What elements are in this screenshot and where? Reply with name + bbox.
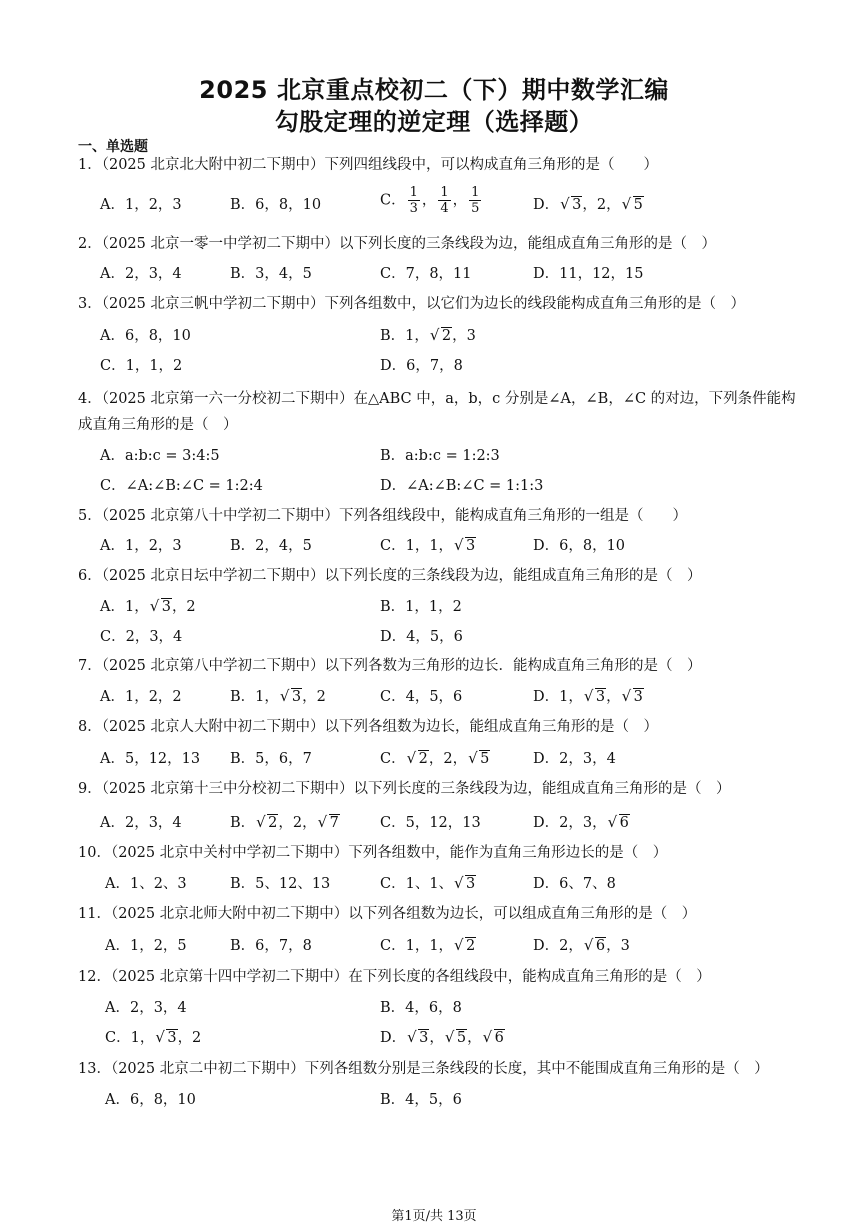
fraction: $\frac{1}{4}$ <box>440 185 449 216</box>
q2-option-d: D．11，12，15 <box>533 266 644 282</box>
q1-option-a: A．1，2，3 <box>100 197 182 213</box>
q8-option-b: B．5，6，7 <box>230 751 312 767</box>
q2-option-a: A．2，3，4 <box>100 266 182 282</box>
q4-option-d: D．∠A:∠B:∠C = 1:1:3 <box>380 478 544 494</box>
q7-option-c: C．4，5，6 <box>380 689 463 705</box>
q11-option-a: A．1，2，5 <box>105 938 187 954</box>
question-8-stem: 8．（2025 北京人大附中初二下期中）以下列各组数为边长，能组成直角三角形的是（ ） <box>78 719 658 735</box>
q10-option-a: A．1、2、3 <box>105 876 187 892</box>
q5-option-d: D．6，8，10 <box>533 538 626 554</box>
q13-option-b: B．4，5，6 <box>380 1092 462 1108</box>
q6-option-d: D．4，5，6 <box>380 629 463 645</box>
question-1-stem: 1．（2025 北京北大附中初二下期中）下列四组线段中，可以构成直角三角形的是（ ） <box>78 157 658 173</box>
q12-option-d: D． √ 3， √ 5， √ 6 <box>380 1028 505 1048</box>
page-title: 2025 北京重点校初二（下）期中数学汇编 <box>199 76 669 104</box>
question-11-stem: 11．（2025 北京北师大附中初二下期中）以下列各组数为边长，可以组成直角三角形的是（ ） <box>78 906 697 922</box>
q9-option-b: B． √ 2，2， √ 7 <box>230 813 340 833</box>
q1-option-b: B．6，8，10 <box>230 197 322 213</box>
q13-option-a: A．6，8，10 <box>105 1092 196 1108</box>
q3-option-c: C．1，1，2 <box>100 358 183 374</box>
q9-option-d: D．2，3， √ 6 <box>533 813 630 833</box>
question-4-stem: 4．（2025 北京第一六一分校初二下期中）在△ABC 中，a，b，c 分别是∠A，∠B，∠C 的对边，下列条件能构成直角三角形的是（ ） <box>78 391 796 433</box>
q12-option-b: B．4，6，8 <box>380 1000 462 1016</box>
question-5-stem: 5．（2025 北京第八十中学初二下期中）下列各组线段中，能构成直角三角形的一组是（ ） <box>78 508 687 524</box>
q4-option-b: B．a:b:c = 1:2:3 <box>380 448 500 464</box>
q3-option-a: A．6，8，10 <box>100 328 191 344</box>
q12-option-c: C．1， √ 3，2 <box>105 1028 201 1048</box>
q9-option-a: A．2，3，4 <box>100 815 182 831</box>
q2-option-c: C．7，8，11 <box>380 266 472 282</box>
q2-option-b: B．3，4，5 <box>230 266 312 282</box>
question-10-stem: 10．（2025 北京中关村中学初二下期中）下列各组数中，能作为直角三角形边长的是（ ） <box>78 845 668 861</box>
q6-option-c: C．2，3，4 <box>100 629 183 645</box>
q11-option-c: C．1，1， √ 2 <box>380 936 476 956</box>
q8-option-d: D．2，3，4 <box>533 751 616 767</box>
question-9-stem: 9．（2025 北京第十三中分校初二下期中）以下列长度的三条线段为边，能组成直角三角形的是（ ） <box>78 781 731 797</box>
q12-option-a: A．2，3，4 <box>105 1000 187 1016</box>
q9-option-c: C．5，12，13 <box>380 815 481 831</box>
q8-option-a: A．5，12，13 <box>100 751 201 767</box>
q7-option-b: B．1， √ 3，2 <box>230 687 326 707</box>
q4-option-a: A．a:b:c = 3:4:5 <box>100 448 220 464</box>
q6-option-b: B．1，1，2 <box>380 599 462 615</box>
q3-option-d: D．6，7，8 <box>380 358 463 374</box>
question-3-stem: 3．（2025 北京三帆中学初二下期中）下列各组数中，以它们为边长的线段能构成直角三角形的是（ ） <box>78 296 745 312</box>
q4-option-c: C．∠A:∠B:∠C = 1:2:4 <box>100 478 263 494</box>
q11-option-b: B．6，7，8 <box>230 938 312 954</box>
q10-option-b: B．5、12、13 <box>230 876 331 892</box>
q5-option-b: B．2，4，5 <box>230 538 312 554</box>
q7-option-a: A．1，2，2 <box>100 689 182 705</box>
q8-option-c: C． √ 2，2， √ 5 <box>380 749 490 769</box>
question-2-stem: 2．（2025 北京一零一中学初二下期中）以下列长度的三条线段为边，能组成直角三角形的是（ ） <box>78 236 716 252</box>
page-footer: 第1页/共 13页 <box>391 1209 477 1224</box>
q10-option-d: D．6、7、8 <box>533 876 616 892</box>
question-12-stem: 12．（2025 北京第十四中学初二下期中）在下列长度的各组线段中，能构成直角三角形的是（ ） <box>78 969 711 985</box>
section-heading: 一、单选题 <box>78 139 148 155</box>
q7-option-d: D．1， √ 3， √ 3 <box>533 687 644 707</box>
q1-option-d: D． √ 3，2， √ 5 <box>533 195 644 215</box>
question-13-stem: 13．（2025 北京二中初二下期中）下列各组数分别是三条线段的长度，其中不能围成直角三角形的是（ ） <box>78 1061 769 1077</box>
q11-option-d: D．2， √ 6，3 <box>533 936 630 956</box>
fraction: $\frac{1}{3}$ <box>409 185 418 216</box>
fraction: $\frac{1}{5}$ <box>471 185 480 216</box>
question-7-stem: 7．（2025 北京第八中学初二下期中）以下列各数为三角形的边长．能构成直角三角形的是（ ） <box>78 658 702 674</box>
q10-option-c: C．1、1、 √ 3 <box>380 874 476 894</box>
q5-option-a: A．1，2，3 <box>100 538 182 554</box>
q5-option-c: C．1，1， √ 3 <box>380 536 476 556</box>
q3-option-b: B．1， √ 2，3 <box>380 326 476 346</box>
q1-option-c: C． $\frac{1}{3}$ ， $\frac{1}{4}$ ， $\frac{1}{5}$ <box>380 185 480 216</box>
q6-option-a: A．1， √ 3，2 <box>100 597 196 617</box>
question-6-stem: 6．（2025 北京日坛中学初二下期中）以下列长度的三条线段为边，能组成直角三角形的是（ ） <box>78 568 702 584</box>
page-subtitle: 勾股定理的逆定理（选择题） <box>274 108 594 136</box>
